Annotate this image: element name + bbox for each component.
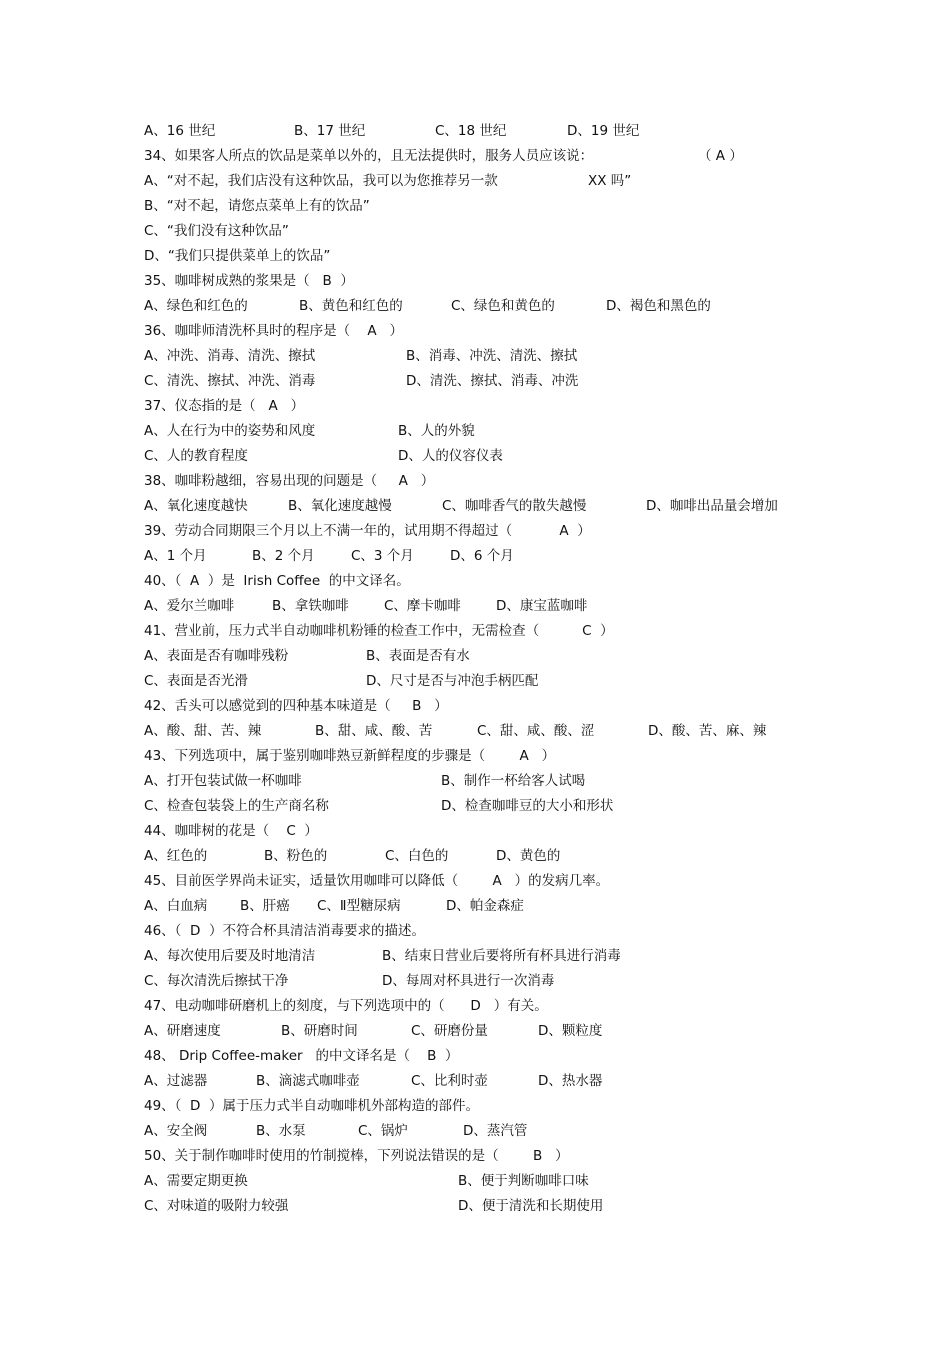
option-b: B、消毒、冲洗、清洗、擦拭 xyxy=(406,348,578,364)
line-text: 37、仪态指的是（ A ） xyxy=(144,398,305,414)
option-c: C、绿色和黄色的 xyxy=(451,298,555,314)
option-a: C、检查包装袋上的生产商名称 xyxy=(144,798,329,814)
option-c: C、咖啡香气的散失越慢 xyxy=(442,498,587,514)
option-d: D、颗粒度 xyxy=(538,1023,603,1039)
option-b: B、结束日营业后要将所有杯具进行消毒 xyxy=(382,948,621,964)
option-b: B、拿铁咖啡 xyxy=(272,598,349,614)
option-c: C、研磨份量 xyxy=(411,1023,488,1039)
line-text: 43、下列选项中，属于鉴别咖啡熟豆新鲜程度的步骤是（ A ） xyxy=(144,748,556,764)
option-b: D、人的仪容仪表 xyxy=(398,448,503,464)
option-b: B、表面是否有水 xyxy=(366,648,470,664)
option-b: D、清洗、擦拭、消毒、冲洗 xyxy=(406,373,579,389)
option-a: A、红色的 xyxy=(144,848,208,864)
line-text: 35、咖啡树成熟的浆果是（ B ） xyxy=(144,273,354,289)
option-d: D、热水器 xyxy=(538,1073,603,1089)
line-text: 49、（ D ）属于压力式半自动咖啡机外部构造的部件。 xyxy=(144,1098,479,1114)
option-a: A、酸、甜、苦、辣 xyxy=(144,723,262,739)
option-c: C、摩卡咖啡 xyxy=(384,598,461,614)
line-text: C、“我们没有这种饮品” xyxy=(144,223,289,239)
line-text: D、“我们只提供菜单上的饮品” xyxy=(144,248,331,264)
option-a: A、1 个月 xyxy=(144,548,207,564)
line-text: 50、关于制作咖啡时使用的竹制搅棒，下列说法错误的是（ B ） xyxy=(144,1148,569,1164)
option-a: A、爱尔兰咖啡 xyxy=(144,598,235,614)
option-a: A、氧化速度越快 xyxy=(144,498,248,514)
option-a: A、打开包装试做一杯咖啡 xyxy=(144,773,302,789)
option-d: D、6 个月 xyxy=(450,548,514,564)
option-b: D、每周对杯具进行一次消毒 xyxy=(382,973,555,989)
option-a: C、清洗、擦拭、冲洗、消毒 xyxy=(144,373,316,389)
option-a: A、每次使用后要及时地清洁 xyxy=(144,948,316,964)
option-a: A、人在行为中的姿势和风度 xyxy=(144,423,316,439)
line-text: 45、目前医学界尚未证实，适量饮用咖啡可以降低（ A ）的发病几率。 xyxy=(144,873,610,889)
option-d: D、蒸汽管 xyxy=(463,1123,528,1139)
option-a: A、安全阀 xyxy=(144,1123,208,1139)
option-b: B、氧化速度越慢 xyxy=(288,498,392,514)
option-d: D、酸、苦、麻、辣 xyxy=(648,723,767,739)
option-d: D、咖啡出品量会增加 xyxy=(646,498,778,514)
option-b: B、制作一杯给客人试喝 xyxy=(441,773,586,789)
option-b: B、研磨时间 xyxy=(281,1023,358,1039)
option-a: C、每次清洗后擦拭干净 xyxy=(144,973,289,989)
option-b: B、人的外貌 xyxy=(398,423,475,439)
option-c: C、Ⅱ型糖尿病 xyxy=(317,898,401,914)
option-d: D、19 世纪 xyxy=(567,123,640,139)
option-a: A、绿色和红色的 xyxy=(144,298,248,314)
option-a: C、表面是否光滑 xyxy=(144,673,248,689)
option-a: A、需要定期更换 xyxy=(144,1173,248,1189)
option-b: B、水泵 xyxy=(256,1123,306,1139)
option-b: D、尺寸是否与冲泡手柄匹配 xyxy=(366,673,539,689)
line-text: 40、（ A ）是 Irish Coffee 的中文译名。 xyxy=(144,573,410,589)
line-text: B、“对不起，请您点菜单上有的饮品” xyxy=(144,198,370,214)
option-c: C、18 世纪 xyxy=(435,123,507,139)
line-text: 47、电动咖啡研磨机上的刻度，与下列选项中的（ D ）有关。 xyxy=(144,998,548,1014)
line-text: 46、（ D ）不符合杯具清洁消毒要求的描述。 xyxy=(144,923,425,939)
line-text: A、“对不起，我们店没有这种饮品，我可以为您推荐另一款 xyxy=(144,173,498,189)
line-text: 39、劳动合同期限三个月以上不满一年的，试用期不得超过（ A ） xyxy=(144,523,591,539)
line-text: 38、咖啡粉越细，容易出现的问题是（ A ） xyxy=(144,473,435,489)
option-d: D、康宝蓝咖啡 xyxy=(496,598,588,614)
option-b: D、便于清洗和长期使用 xyxy=(458,1198,604,1214)
option-c: C、甜、咸、酸、涩 xyxy=(477,723,595,739)
option-b: B、甜、咸、酸、苦 xyxy=(315,723,433,739)
line-text: 41、营业前，压力式半自动咖啡机粉锤的检查工作中，无需检查（ C ） xyxy=(144,623,614,639)
line-text: 44、咖啡树的花是（ C ） xyxy=(144,823,318,839)
option-a: A、16 世纪 xyxy=(144,123,216,139)
option-a: A、白血病 xyxy=(144,898,208,914)
option-d: D、黄色的 xyxy=(496,848,561,864)
option-b: B、滴滤式咖啡壶 xyxy=(256,1073,360,1089)
option-b: B、黄色和红色的 xyxy=(299,298,403,314)
option-a: A、冲洗、消毒、清洗、擦拭 xyxy=(144,348,316,364)
line-text: 36、咖啡师清洗杯具时的程序是（ A ） xyxy=(144,323,403,339)
option-c: C、3 个月 xyxy=(351,548,414,564)
line-extra: XX 吗” xyxy=(588,173,632,189)
option-a: C、人的教育程度 xyxy=(144,448,248,464)
option-b: B、粉色的 xyxy=(264,848,328,864)
option-a: A、过滤器 xyxy=(144,1073,208,1089)
option-b: B、2 个月 xyxy=(252,548,315,564)
option-b: B、便于判断咖啡口味 xyxy=(458,1173,589,1189)
line-text: 48、 Drip Coffee-maker 的中文译名是（ B ） xyxy=(144,1048,459,1064)
option-c: C、锅炉 xyxy=(358,1123,408,1139)
option-a: A、研磨速度 xyxy=(144,1023,221,1039)
option-a: C、对味道的吸附力较强 xyxy=(144,1198,289,1214)
line-text: 42、舌头可以感觉到的四种基本味道是（ B ） xyxy=(144,698,448,714)
option-a: A、表面是否有咖啡残粉 xyxy=(144,648,289,664)
option-b: B、肝癌 xyxy=(240,898,290,914)
option-d: D、帕金森症 xyxy=(446,898,524,914)
option-b: D、检查咖啡豆的大小和形状 xyxy=(441,798,614,814)
line-text: 34、如果客人所点的饮品是菜单以外的，且无法提供时，服务人员应该说： xyxy=(144,148,594,164)
option-b: B、17 世纪 xyxy=(294,123,366,139)
option-d: D、褐色和黑色的 xyxy=(606,298,711,314)
option-c: C、比利时壶 xyxy=(411,1073,488,1089)
option-c: C、白色的 xyxy=(385,848,449,864)
answer-label: （ A ） xyxy=(698,148,743,164)
